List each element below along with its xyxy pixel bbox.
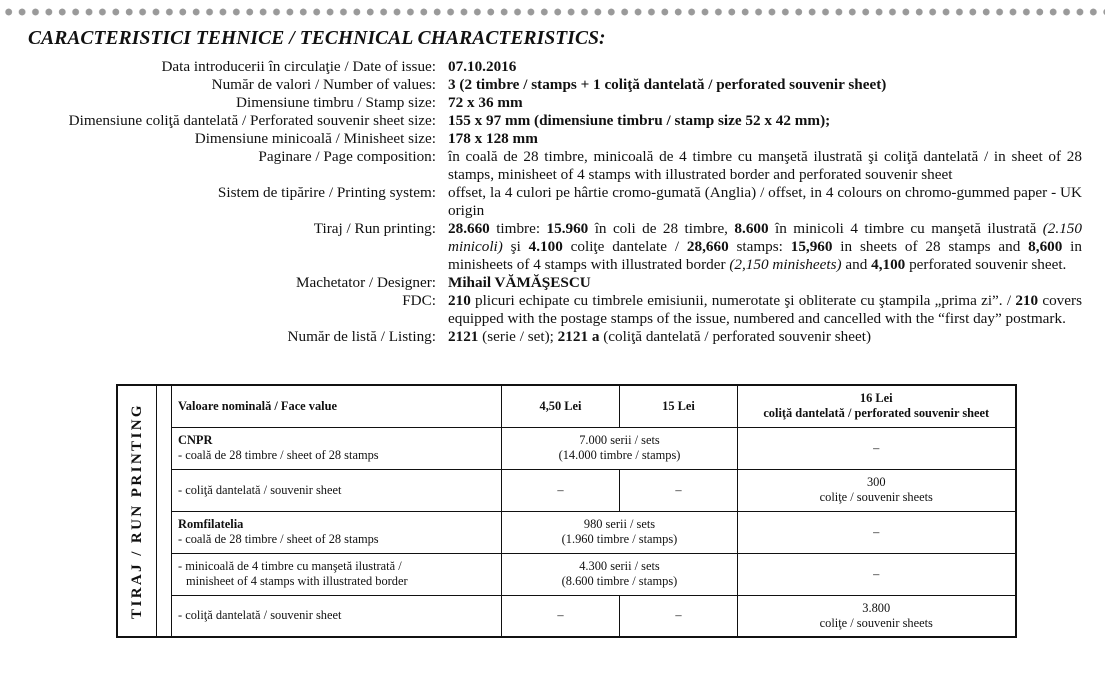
row-desc — [172, 427, 502, 469]
spec-designer-row — [0, 274, 1105, 292]
run-text: in minisheets of 4 stamps with illustrated border — [448, 238, 1082, 273]
row-desc-text: - coală de 28 timbre / sheet of 28 stamps — [178, 532, 379, 546]
spec-label: Paginare / Page composition: — [258, 148, 436, 165]
table-row — [117, 553, 1016, 595]
spec-value: 07.10.2016 — [448, 58, 517, 75]
table-row — [117, 469, 1016, 511]
listing-text: (serie / set); — [478, 328, 558, 345]
spec-label: FDC: — [402, 292, 436, 309]
specs-list — [0, 58, 1105, 346]
table-header-row — [117, 385, 1016, 427]
spec-run-row — [0, 220, 1105, 274]
merged-line: (14.000 timbre / stamps) — [558, 448, 681, 462]
listing-text: (coliţă dantelată / perforated souvenir sheet) — [599, 328, 872, 345]
run-number: 4.100 — [528, 238, 563, 255]
spec-date-row — [0, 58, 1105, 76]
spec-label: Dimensiune minicoală / Minisheet size: — [194, 130, 436, 147]
face-value-header: Valoare nominală / Face value — [172, 385, 502, 427]
merged-line: 980 serii / sets — [583, 517, 656, 531]
run-number: 15,960 — [790, 238, 833, 255]
page-title: CARACTERISTICI TEHNICE / TECHNICAL CHARACTERISTICS: — [28, 28, 606, 49]
row-desc-text: - minicoală de 4 timbre cu manşetă ilustrată / — [178, 559, 402, 573]
row-desc-text: minisheet of 4 stamps with illustrated border — [186, 574, 408, 588]
listing-number: 2121 a — [557, 328, 600, 345]
merged-cell — [502, 553, 738, 595]
spec-value: 155 x 97 mm (dimensiune timbru / stamp size 52 x 42 mm); — [448, 112, 831, 129]
spec-value: 3 (2 timbre / stamps + 1 coliţă dantelată / perforated souvenir sheet) — [448, 76, 887, 93]
run-number: 8,600 — [1028, 238, 1063, 255]
row-title: CNPR — [178, 433, 213, 447]
run-text: stamps: — [728, 238, 791, 255]
row-desc: - coliţă dantelată / souvenir sheet — [172, 595, 502, 637]
merged-line: (1.960 timbre / stamps) — [561, 532, 678, 546]
spec-listing-row — [0, 328, 1105, 346]
row-desc — [172, 553, 502, 595]
run-text: in sheets of 28 stamps and — [832, 238, 1029, 255]
run-note: (2,150 minisheets) — [729, 256, 842, 273]
spec-value: offset, la 4 culori pe hârtie cromo-gumată (Anglia) / offset, in 4 colours on chromo-gummed paper - UK origin — [448, 184, 1082, 219]
spec-printing-row — [0, 184, 1105, 220]
fdc-number: 210 — [1015, 292, 1039, 309]
row-desc-text: - coală de 28 timbre / sheet of 28 stamps — [178, 448, 379, 462]
merged-cell — [502, 427, 738, 469]
run-text: and — [841, 256, 872, 273]
side-label-cell — [117, 385, 157, 637]
spec-values-row — [0, 76, 1105, 94]
row-title: Romfilatelia — [178, 517, 244, 531]
col3-cell — [738, 595, 1016, 637]
spec-value — [448, 220, 1082, 274]
col3-line: 300 — [866, 475, 886, 489]
run-printing-table — [116, 384, 1017, 638]
run-number: 15.960 — [546, 220, 589, 237]
run-number: 8.600 — [734, 220, 769, 237]
run-number: 28,660 — [686, 238, 729, 255]
col2-cell: – — [620, 595, 738, 637]
fdc-number: 210 — [448, 292, 471, 309]
spec-value — [448, 328, 1082, 346]
spec-label: Machetator / Designer: — [295, 274, 436, 291]
listing-number: 2121 — [448, 328, 479, 345]
spec-label: Număr de listă / Listing: — [287, 328, 436, 345]
col2-cell: – — [620, 469, 738, 511]
fdc-text: plicuri echipate cu timbrele emisiunii, numerotate şi obliterate cu ştampila „prima zi”. / — [470, 292, 1016, 309]
run-text: timbre: — [489, 220, 547, 237]
spec-value — [448, 292, 1082, 328]
merged-cell — [502, 511, 738, 553]
col3-line: coliţe / souvenir sheets — [819, 490, 933, 504]
spec-label: Sistem de tipărire / Printing system: — [217, 184, 436, 201]
run-text: perforated souvenir sheet. — [905, 256, 1067, 273]
spec-stamp-size-row — [0, 94, 1105, 112]
table-row — [117, 595, 1016, 637]
col1-header: 4,50 Lei — [502, 385, 620, 427]
spec-page-row — [0, 148, 1105, 184]
col2-header: 15 Lei — [620, 385, 738, 427]
merged-line: (8.600 timbre / stamps) — [561, 574, 678, 588]
table-row — [117, 427, 1016, 469]
side-label: TIRAJ / RUN PRINTING — [128, 403, 145, 619]
col3-cell: – — [738, 553, 1016, 595]
col3-header — [738, 385, 1016, 427]
spec-sheet-size-row — [0, 112, 1105, 130]
col3-cell: – — [738, 427, 1016, 469]
table-row — [117, 511, 1016, 553]
col3-header-desc: coliţă dantelată / perforated souvenir sheet — [763, 406, 990, 421]
col3-cell: – — [738, 511, 1016, 553]
spec-value: 72 x 36 mm — [448, 94, 523, 111]
col1-cell: – — [502, 595, 620, 637]
dotted-border — [0, 6, 1105, 18]
spec-label: Dimensiune timbru / Stamp size: — [236, 94, 436, 111]
col3-header-value: 16 Lei — [859, 391, 893, 406]
spec-label: Tiraj / Run printing: — [313, 220, 436, 237]
run-number: 4,100 — [871, 256, 906, 273]
spec-fdc-row — [0, 292, 1105, 328]
run-text: şi — [502, 238, 529, 255]
run-text: în minicoli 4 timbre cu manşetă ilustrată — [768, 220, 1043, 237]
col1-cell: – — [502, 469, 620, 511]
spec-value: 178 x 128 mm — [448, 130, 538, 147]
gap-cell — [157, 385, 172, 637]
col3-line: 3.800 — [862, 600, 891, 615]
fdc-text: covers equipped with the postage stamps of the issue, numbered and cancelled with the “first day” postmark. — [448, 292, 1082, 327]
spec-value: Mihail VĂMĂŞESCU — [448, 274, 591, 291]
run-printing-table-wrapper — [116, 384, 1017, 638]
spec-minisheet-size-row — [0, 130, 1105, 148]
col3-cell — [738, 469, 1016, 511]
spec-label: Dimensiune coliţă dantelată / Perforated souvenir sheet size: — [68, 112, 436, 129]
run-note: (2.150 minicoli) — [448, 220, 1082, 255]
merged-line: 4.300 serii / sets — [579, 559, 660, 573]
spec-label: Data introducerii în circulaţie / Date of issue: — [161, 58, 436, 75]
spec-value: în coală de 28 timbre, minicoală de 4 timbre cu manşetă ilustrată şi coliţă dantelată / in sheet of 28 stamps, minisheet of 4 stamps with illustrated border and perforated souvenir sheet — [448, 148, 1082, 183]
row-desc: - coliţă dantelată / souvenir sheet — [172, 469, 502, 511]
row-desc — [172, 511, 502, 553]
run-text: coliţe dantelate / — [562, 238, 687, 255]
run-text: în coli de 28 timbre, — [588, 220, 735, 237]
run-number: 28.660 — [448, 220, 490, 237]
merged-line: 7.000 serii / sets — [579, 433, 660, 447]
col3-line: coliţe / souvenir sheets — [819, 615, 933, 630]
spec-label: Număr de valori / Number of values: — [211, 76, 436, 93]
